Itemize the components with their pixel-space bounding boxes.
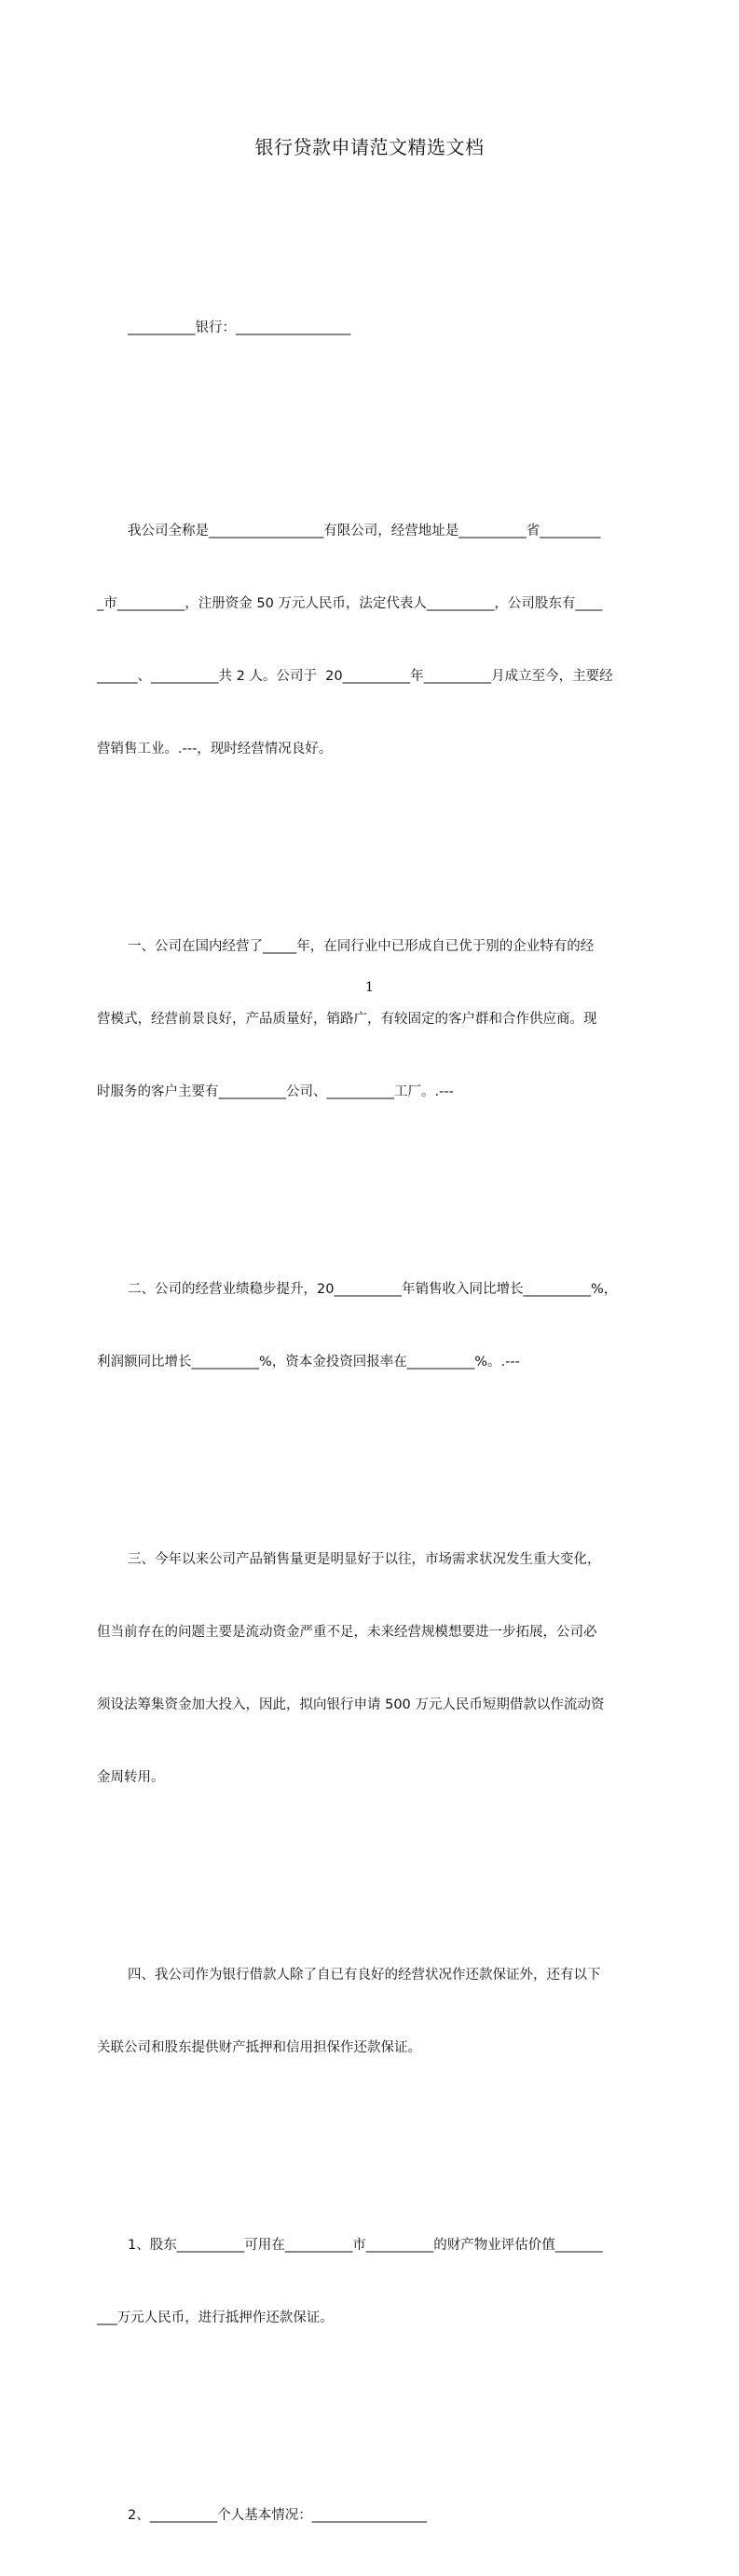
paragraph-1-line-3: ______、__________共 2 人。公司于 20__________年__________月成立至今，主要经 (97, 669, 613, 684)
paragraph-1-line-4: 营销售工业。.---，现时经营情况良好。 (97, 742, 333, 756)
paragraph-2-line-2: 营模式，经营前景良好，产品质量好，销路广，有较固定的客户群和合作供应商。现 (97, 1012, 597, 1027)
paragraph-7-line-1: 2、__________个人基本情况：_________________ (128, 2508, 427, 2523)
paragraph-2-line-1: 一、公司在国内经营了_____年，在同行业中已形成自已优于别的企业特有的经 (128, 939, 595, 954)
document-title: 银行贷款申请范文精选文档 (254, 136, 485, 158)
paragraph-4-line-3: 须设法筹集资金加大投入，因此，拟向银行申请 500 万元人民币短期借款以作流动资 (97, 1697, 605, 1712)
paragraph-6-line-2: ___万元人民币，进行抵押作还款保证。 (97, 2310, 334, 2325)
paragraph-3-line-2: 利润额同比增长__________%，资本金投资回报率在__________%。.--- (97, 1355, 520, 1370)
page-number: 1 (365, 980, 374, 995)
salutation-line: __________银行：_________________ (128, 320, 351, 335)
paragraph-5-line-1: 四、我公司作为银行借款人除了自已有良好的经营状况作还款保证外，还有以下 (128, 1968, 601, 1983)
paragraph-4-line-1: 三、今年以来公司产品销售量更是明显好于以往，市场需求状况发生重大变化， (128, 1552, 601, 1567)
paragraph-3-line-1: 二、公司的经营业绩稳步提升，20__________年销售收入同比增长__________%， (128, 1282, 618, 1297)
paragraph-4-line-2: 但当前存在的问题主要是流动资金严重不足，未来经营规模想要进一步拓展，公司必 (97, 1625, 597, 1640)
paragraph-1-line-1: 我公司全称是_________________有限公司，经营地址是__________省_________ (128, 524, 601, 538)
document-body (97, 267, 652, 2576)
paragraph-6-line-1: 1、股东__________可用在__________市__________的财产物业评估价值_______ (128, 2238, 603, 2253)
paragraph-2-line-3: 时服务的客户主要有__________公司、__________工厂。.--- (97, 1084, 454, 1099)
paragraph-1-line-2: _市__________，注册资金 50 万元人民币，法定代表人__________，公司股东有____ (97, 596, 603, 611)
paragraph-5-line-2: 关联公司和股东提供财产抵押和信用担保作还款保证。 (97, 2040, 421, 2055)
paragraph-4-line-4: 金周转用。 (97, 1770, 165, 1785)
